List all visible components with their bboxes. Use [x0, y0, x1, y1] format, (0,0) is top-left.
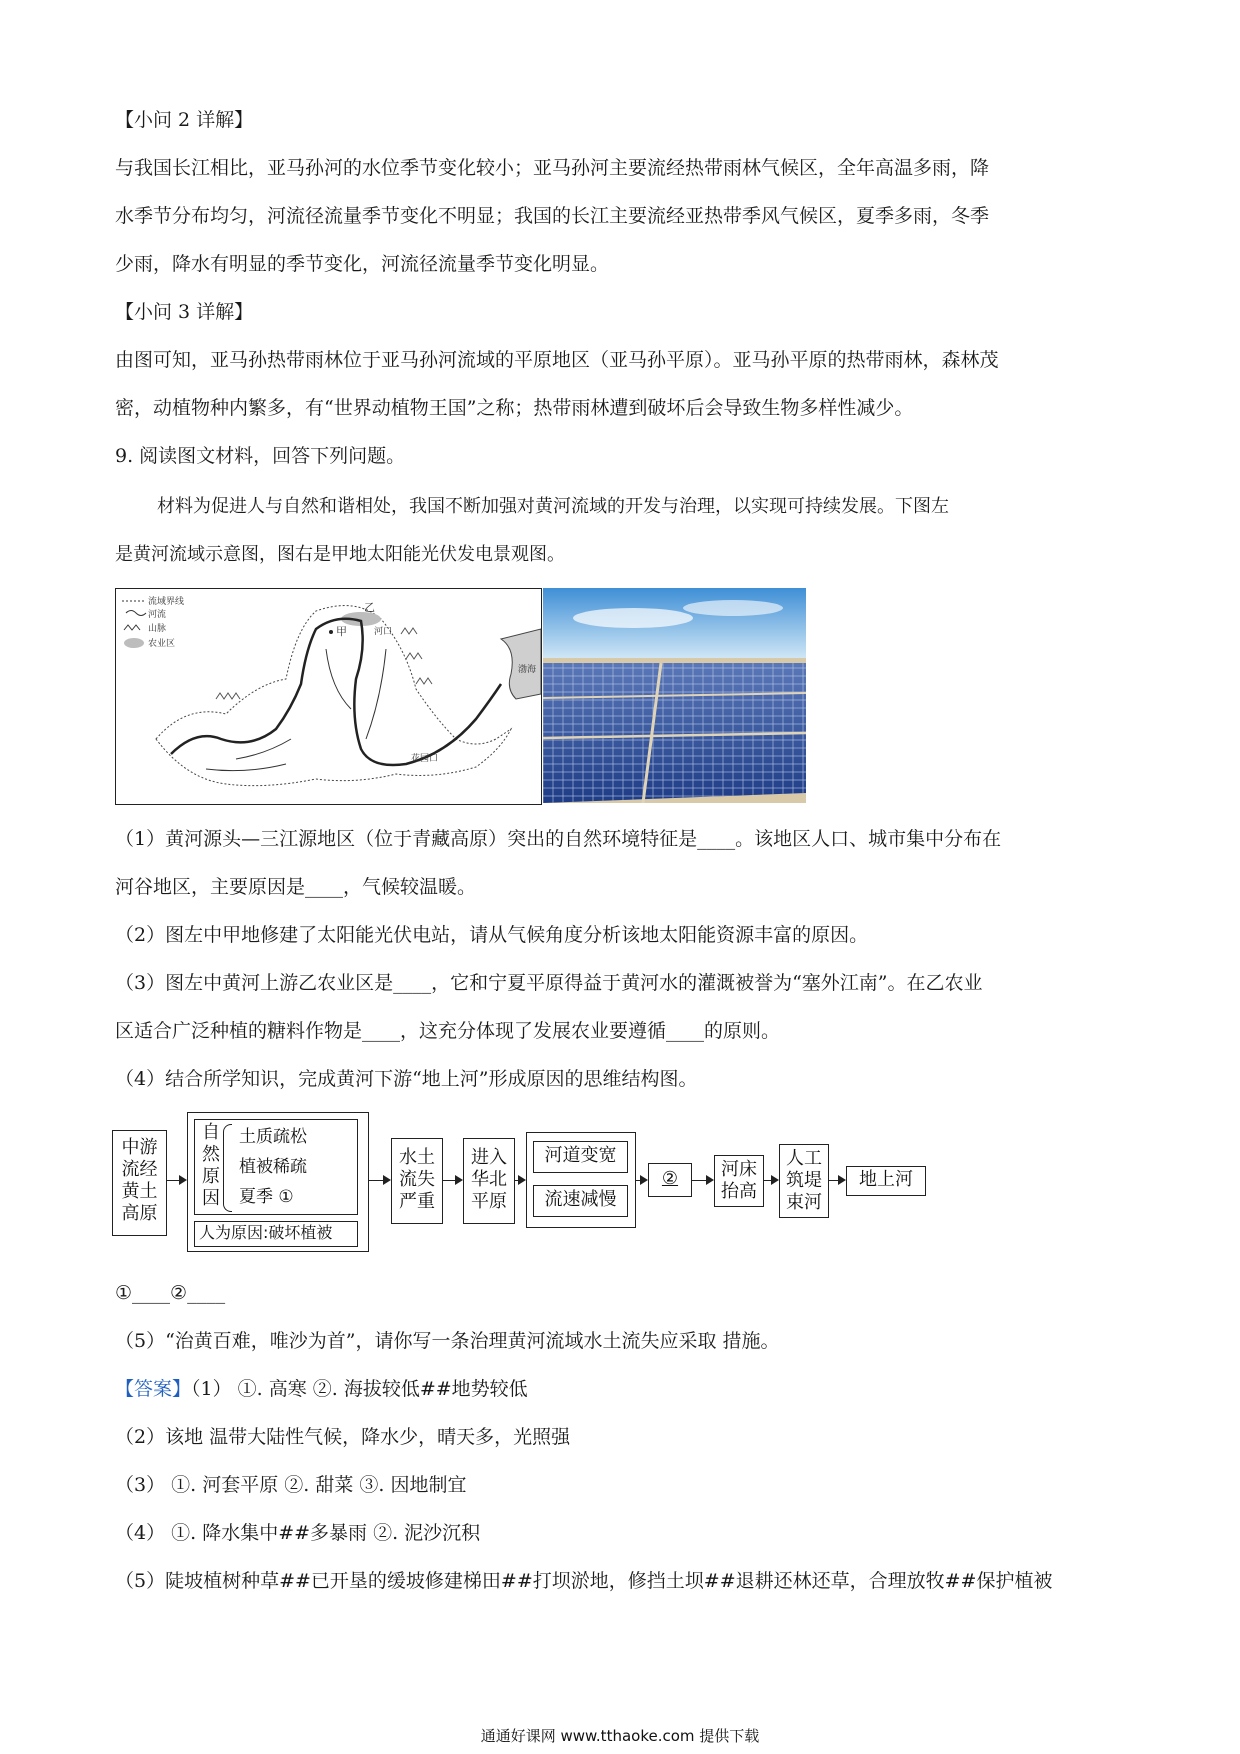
flow-start: 中游 流经 黄土 高原 — [112, 1130, 167, 1236]
solar-farm-photo — [543, 588, 806, 803]
q9-material-1: 材料为促进人与自然和谐相处，我国不断加强对黄河流域的开发与治理，以实现可持续发展。下图左 — [157, 496, 949, 517]
legend-agri: 农业区 — [148, 639, 176, 649]
q9-question-2: （2）图左中甲地修建了太阳能光伏电站，请从气候角度分析该地太阳能资源丰富的原因。 — [115, 924, 869, 946]
legend-boundary: 流域界线 — [148, 597, 185, 607]
flow-arrow-5 — [636, 1180, 646, 1181]
q9-question-1a: （1）黄河源头—三江源地区（位于青藏高原）突出的自然环境特征是____。该地区人口、城市集中分布在 — [115, 828, 1002, 850]
label-huayuankou: 花园口 — [411, 754, 439, 764]
q9-blanks: ①____②____ — [115, 1282, 226, 1304]
flow-plain: 进入 华北 平原 — [463, 1138, 515, 1224]
answer-4: （4） ①. 降水集中##多暴雨 ②. 泥沙沉积 — [115, 1522, 481, 1544]
q9-material-2: 是黄河流域示意图，图右是甲地太阳能光伏发电景观图。 — [115, 544, 565, 565]
q9-question-1b: 河谷地区，主要原因是____，气候较温暖。 — [115, 876, 477, 898]
flow-natural-2: 植被稀疏 — [239, 1157, 307, 1177]
section2-header: 【小问 2 详解】 — [115, 109, 254, 131]
label-yi: 乙 — [364, 601, 375, 614]
flow-river-wider: 河道变宽 — [533, 1141, 628, 1173]
flow-blank-2: ② — [648, 1163, 692, 1197]
flow-arrow-3 — [443, 1180, 461, 1181]
flow-causes-group — [187, 1112, 369, 1252]
flow-arrow-7 — [764, 1180, 777, 1181]
page-footer: 通通好课网 www.tthaoke.com 提供下载 — [480, 1727, 760, 1745]
q9-question-3b: 区适合广泛种植的糖料作物是____，这充分体现了发展农业要遵循____的原则。 — [115, 1020, 781, 1042]
label-hekou: 河口 — [374, 627, 393, 637]
flow-arrow-8 — [829, 1180, 844, 1181]
legend-mountain: 山脉 — [148, 624, 167, 634]
section2-line-1: 与我国长江相比，亚马孙河的水位季节变化较小；亚马孙河主要流经热带雨林气候区，全年高温多雨，降 — [115, 157, 990, 179]
section2-line-2: 水季节分布均匀，河流径流量季节变化不明显；我国的长江主要流经亚热带季风气候区，夏季多雨，冬季 — [115, 205, 990, 227]
flow-dike: 人工 筑堤 束河 — [779, 1144, 829, 1218]
legend-river: 河流 — [148, 610, 167, 620]
flow-riverbed-rise: 河床 抬高 — [714, 1155, 764, 1207]
flow-arrow-4 — [515, 1180, 524, 1181]
flow-natural-3: 夏季 ① — [239, 1187, 294, 1207]
label-jia: 甲 — [336, 625, 347, 638]
q9-question-3a: （3）图左中黄河上游乙农业区是____，它和宁夏平原得益于黄河水的灌溉被誉为“塞外江南”。在乙农业 — [115, 972, 983, 994]
map-legend — [122, 595, 184, 649]
flow-arrow-1 — [167, 1180, 185, 1181]
flow-river-slower: 流速减慢 — [533, 1185, 628, 1217]
answer-5: （5）陡坡植树种草##已开垦的缓坡修建梯田##打坝淤地，修挡土坝##退耕还林还草，合理放牧##保护植被 — [115, 1570, 1053, 1592]
q9-question-5: （5）“治黄百难，唯沙为首”，请你写一条治理黄河流域水土流失应采取 措施。 — [115, 1330, 780, 1352]
flow-soil-loss: 水土 流失 严重 — [391, 1138, 443, 1224]
answer-1: 【答案】（1） ①. 高寒 ②. 海拔较低##地势较低 — [115, 1378, 528, 1400]
flow-arrow-2 — [369, 1180, 389, 1181]
flow-arrow-6 — [692, 1180, 712, 1181]
label-bohai: 渤海 — [518, 665, 537, 675]
flow-natural-box: 自 然 原 因 土质疏松 植被稀疏 夏季 ① — [194, 1119, 358, 1215]
section2-line-3: 少雨，降水有明显的季节变化，河流径流量季节变化明显。 — [115, 253, 610, 275]
answer-2: （2）该地 温带大陆性气候，降水少，晴天多，光照强 — [115, 1426, 571, 1448]
yellow-river — [171, 619, 501, 765]
section3-line-1: 由图可知，亚马孙热带雨林位于亚马孙河流域的平原地区（亚马孙平原）。亚马孙平原的热带雨林，森林茂 — [115, 349, 999, 371]
flow-human-box: 人为原因:破坏植被 — [194, 1221, 358, 1247]
yellow-river-basin-map — [115, 588, 542, 805]
flow-river-group — [526, 1132, 636, 1228]
flow-end: 地上河 — [846, 1166, 926, 1196]
section3-header: 【小问 3 详解】 — [115, 301, 254, 323]
flow-natural-1: 土质疏松 — [239, 1127, 307, 1147]
q9-title: 9. 阅读图文材料，回答下列问题。 — [115, 445, 406, 467]
section3-line-2: 密，动植物种内繁多，有“世界动植物王国”之称；热带雨林遭到破坏后会导致生物多样性减少。 — [115, 397, 914, 419]
q9-question-4: （4）结合所学知识，完成黄河下游“地上河”形成原因的思维结构图。 — [115, 1068, 698, 1090]
answer-3: （3） ①. 河套平原 ②. 甜菜 ③. 因地制宜 — [115, 1474, 467, 1496]
answer-label: 【答案】 — [115, 1378, 192, 1400]
